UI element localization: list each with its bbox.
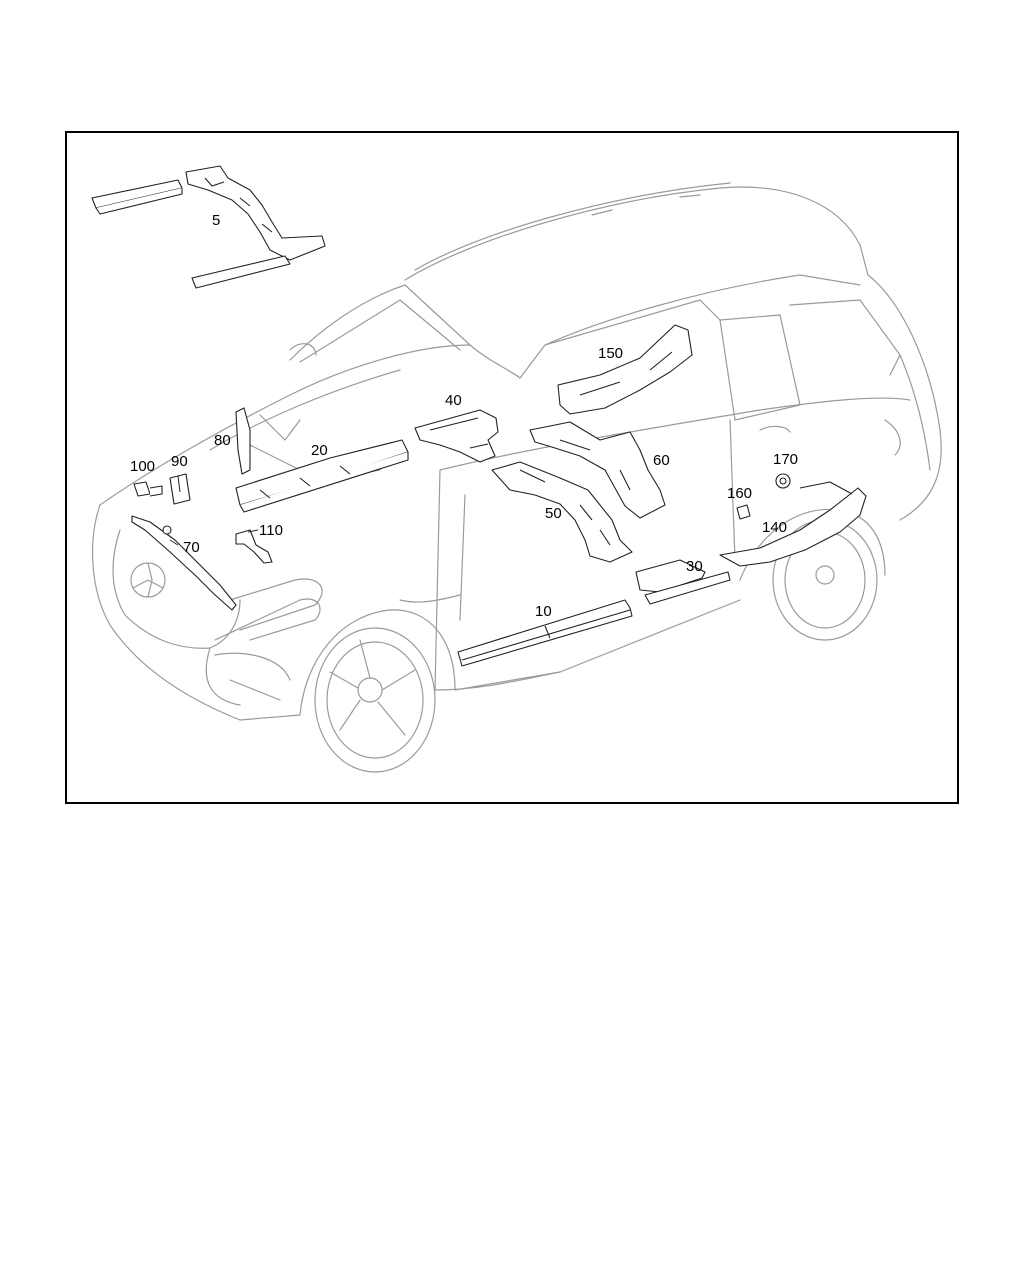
part-160-clip	[737, 505, 750, 519]
callout-60: 60	[653, 452, 670, 469]
part-5-assembly	[92, 166, 325, 288]
callout-100: 100	[130, 458, 156, 475]
callout-110: 110	[259, 522, 283, 539]
callout-80: 80	[214, 432, 231, 449]
callout-140: 140	[762, 519, 788, 536]
callout-40: 40	[445, 392, 462, 409]
callout-150: 150	[598, 345, 624, 362]
part-100-bolt	[134, 482, 162, 496]
part-30-member	[636, 560, 730, 604]
callout-30: 30	[686, 558, 703, 575]
callout-70: 70	[183, 539, 200, 556]
callout-170: 170	[773, 451, 799, 468]
callout-5: 5	[212, 212, 221, 229]
callout-10: 10	[535, 603, 552, 620]
part-80-member	[236, 408, 250, 474]
part-40-member	[415, 410, 498, 462]
callout-20: 20	[311, 442, 328, 459]
callout-50: 50	[545, 505, 562, 522]
part-150-member	[558, 325, 692, 414]
callout-90: 90	[171, 453, 188, 470]
part-170-grommet	[776, 474, 790, 488]
callout-160: 160	[727, 485, 753, 502]
